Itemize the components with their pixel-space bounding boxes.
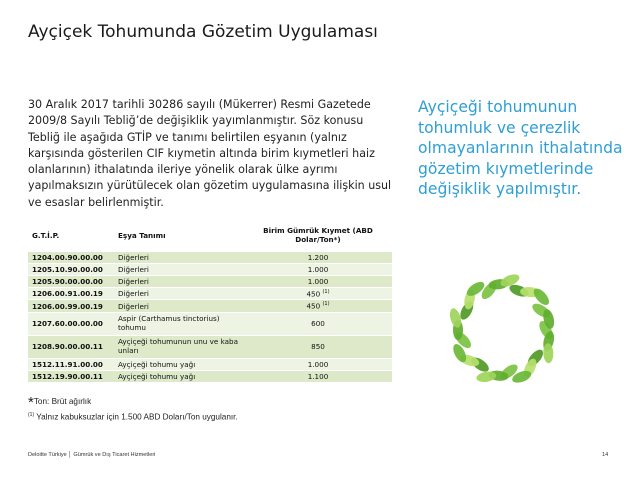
page-number: 14 (602, 452, 609, 458)
row-value: 450 $^{(1)}$ (244, 300, 392, 312)
asterisk-mark: * (28, 394, 34, 411)
row-description: Diğerleri (114, 288, 244, 300)
row-description: Diğerleri (114, 252, 244, 264)
row-code: 1204.00.90.00.00 (28, 252, 114, 264)
row-code: 1512.11.91.00.00 (28, 358, 114, 370)
footnote-text: Yalnız kabuksuzlar için 1.500 ABD Doları/Ton uygulanır. (36, 412, 238, 422)
leaf-wreath-image (444, 270, 564, 390)
footnote-number: (1) (28, 412, 35, 418)
header-gtip: G.T.İ.P. (28, 218, 114, 252)
footnote (28, 412, 238, 422)
table-row (28, 264, 392, 276)
table-header-row (28, 218, 392, 252)
surveillance-table (28, 218, 392, 383)
footer-text: Deloitte Türkiye │ Gümrük ve Dış Ticaret Hizmetleri (28, 452, 156, 458)
header-description: Eşya Tanımı (114, 218, 244, 252)
table-row (28, 312, 392, 335)
row-description: Diğerleri (114, 264, 244, 276)
footnote-mark: (1) (322, 301, 330, 308)
table-row (28, 288, 392, 300)
row-code: 1206.00.99.00.19 (28, 300, 114, 312)
row-value: 450 $^{(1)}$ (244, 288, 392, 300)
table-row (28, 252, 392, 264)
footnote-mark: (1) (322, 289, 330, 295)
row-value: 1.000 (244, 276, 392, 288)
row-value: 1.000 (244, 264, 392, 276)
row-description: Diğerleri (114, 276, 244, 288)
table-row (28, 300, 392, 312)
row-value: 1.200 (244, 252, 392, 264)
intro-paragraph: 30 Aralık 2017 tarihli 30286 sayılı (Mükerrer) Resmi Gazetede 2009/8 Sayılı Tebliğ’de değişiklik yayımlanmıştır. Söz konusu Tebliğ ile aşağıda GTİP ve tanımı belirtilen eşyanın (yalnız karşısında gösterilen CIF kıymetin altında birim kıymetleri haiz olanlarının) ithalatında ileriye yönelik olarak ülke ayrımı yapılmaksızın yürütülecek olan gözetim uygulamasına ilişkin usul ve esaslar belirlenmiştir. (28, 98, 392, 209)
row-value: 1.100 (244, 370, 392, 382)
row-code: 1208.90.00.00.11 (28, 335, 114, 358)
row-code: 1205.10.90.00.00 (28, 264, 114, 276)
row-value: 600 (244, 312, 392, 335)
table-row (28, 358, 392, 370)
row-description: Aspir (Carthamus tinctorius) tohumu (114, 312, 244, 335)
row-code: 1207.60.00.00.00 (28, 312, 114, 335)
page-title: Ayçiçek Tohumunda Gözetim Uygulaması (28, 22, 378, 42)
row-code: 1512.19.90.00.11 (28, 370, 114, 382)
note-ton (28, 394, 91, 411)
table-row (28, 335, 392, 358)
table-row (28, 370, 392, 382)
header-unit-value: Birim Gümrük Kıymet (ABD Dolar/Ton*) (244, 218, 392, 252)
row-description: Ayçiçeği tohumu yağı (114, 370, 244, 382)
row-code: 1205.90.00.00.00 (28, 276, 114, 288)
table-row (28, 276, 392, 288)
row-description: Diğerleri (114, 300, 244, 312)
row-description: Ayçiçeği tohumu yağı (114, 358, 244, 370)
row-value: 1.000 (244, 358, 392, 370)
row-description: Ayçiçeği tohumunun unu ve kaba unları (114, 335, 244, 358)
row-code: 1206.00.91.00.19 (28, 288, 114, 300)
note-ton-text: Ton: Brüt ağırlık (33, 397, 92, 406)
row-value: 850 (244, 335, 392, 358)
callout-text: Ayçiçeği tohumunun tohumluk ve çerezlik olmayanlarının ithalatında gözetim kıymetlerinde değişiklik yapılmıştır. (418, 98, 623, 198)
